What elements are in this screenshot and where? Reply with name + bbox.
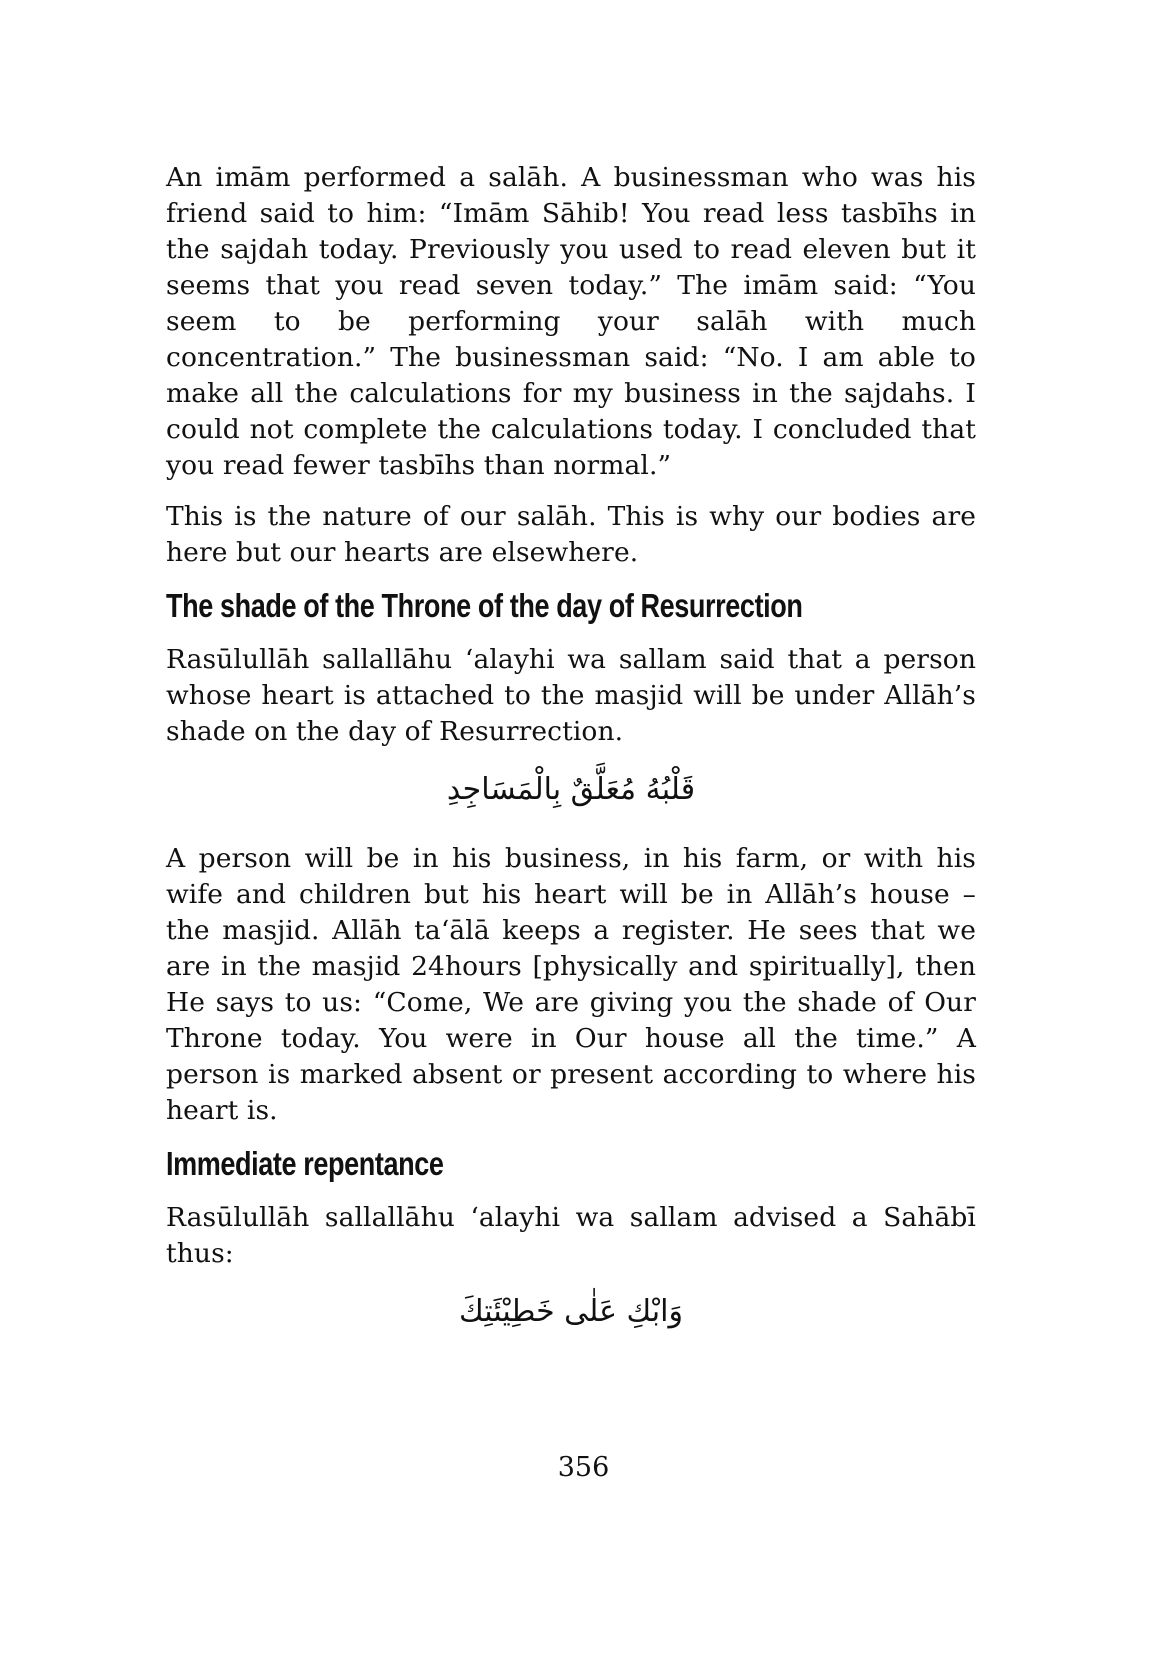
paragraph-nature-of-salah: This is the nature of our salāh. This is why our bodies are here but our hearts are elsewhere. [166,501,976,568]
page-number: 356 [557,1452,610,1483]
paragraph-advised-sahabi: Rasūlullāh sallallāhu ‘alayhi wa sallam advised a Sahābī thus: [166,1202,976,1269]
paragraph-heart-attached-masjid: Rasūlullāh sallallāhu ‘alayhi wa sallam said that a person whose heart is attached to the masjid will be under Allāh’s shade on the day of Resurrection. [166,644,976,747]
paragraph-salah-story: An imām performed a salāh. A businessman who was his friend said to him: “Imām Sāhib! You read less tasbīhs in the sajdah today. Previously you used to read eleven but it seems that you read seven today.” The imām said: “You seem to be performing your salāh with much concentration.” The businessman said: “No. I am able to make all the calculations for my business in the sajdahs. I could not complete the calculations today. I concluded that you read fewer tasbīhs than normal.” [166,162,976,481]
arabic-quote-2: وَابْكِ عَلٰى خَطِيْئَتِكَ [459,1294,683,1329]
arabic-quote-1: قَلْبُهُ مُعَلَّقٌ بِالْمَسَاجِدِ [446,772,696,807]
paragraph-heart-in-allahs-house: A person will be in his business, in his farm, or with his wife and children but his heart will be in Allāh’s house – the masjid. Allāh ta‘ālā keeps a register. He sees that we are in the masjid 24hours [physically and spiritually], then He says to us: “Come, We are giving you the shade of Our Throne today. You were in Our house all the time.” A person is marked absent or present according to where his heart is. [166,843,976,1126]
heading-shade-of-throne: The shade of the Throne of the day of Resurrection [166,587,803,624]
page-body [166,160,976,1363]
heading-immediate-repentance: Immediate repentance [166,1145,444,1182]
